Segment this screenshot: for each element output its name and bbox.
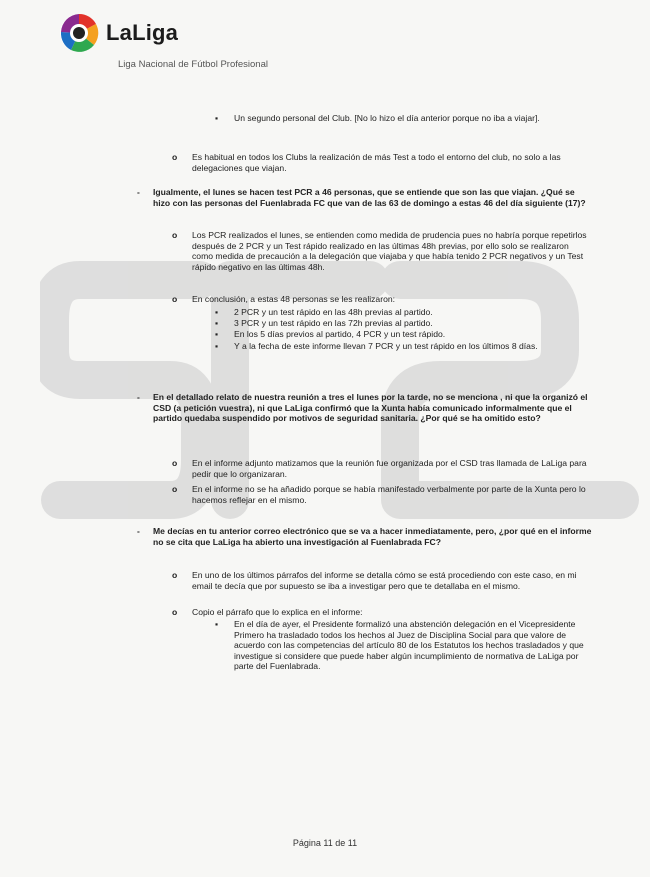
question-text: Me decías en tu anterior correo electrónico que se va a hacer inmediatamente, pero, ¿por qué en el informe no se cita que LaLiga ha abierto una investigación al Fuenlabrada FC? xyxy=(153,526,592,547)
bullet-circle-icon: o xyxy=(172,152,178,162)
bullet-circle-icon: o xyxy=(172,230,178,240)
bullet-square-icon: ▪ xyxy=(215,318,219,328)
paragraph: 3 PCR y un test rápido en las 72h previas al partido. xyxy=(234,318,433,328)
bullet-circle-icon: o xyxy=(172,607,178,617)
bullet-circle-icon: o xyxy=(172,570,178,580)
paragraph: En conclusión, a estas 48 personas se les realizaron: xyxy=(192,294,396,304)
page-number: Página 11 de 11 xyxy=(292,838,358,848)
bullet-circle-icon: o xyxy=(172,294,178,304)
bullet-square-icon: ▪ xyxy=(215,329,219,339)
brand-name: LaLiga xyxy=(106,20,179,45)
laliga-logo-icon xyxy=(58,12,100,54)
paragraph: Un segundo personal del Club. [No lo hizo el día anterior porque no iba a viajar]. xyxy=(234,113,540,123)
bullet-square-icon: ▪ xyxy=(215,113,219,123)
question-text: Igualmente, el lunes se hacen test PCR a 46 personas, que se entiende que son las que viajan. ¿Qué se hizo con las personas del Fuenlabrada FC que van de las 63 de domingo a estas 46 del día siguiente (17)? xyxy=(153,187,586,208)
paragraph: Es habitual en todos los Clubs la realización de más Test a todo el entorno del club, no solo a las delegaciones que viajan. xyxy=(192,152,561,173)
paragraph: En el día de ayer, el Presidente formalizó una abstención delegación en el Vicepresidente Primero ha trasladado todos los hechos al Juez de Disciplina Social para que valore de acuerdo con las competencias del artículo 80 de los Estatutos los hechos trasladados y que investigue si considere que puede haber algún incumplimiento de normativa de LaLiga por parte del Fuenlabrada. xyxy=(234,619,584,672)
paragraph: En los 5 días previos al partido, 4 PCR y un test rápido. xyxy=(234,329,446,339)
paragraph: Copio el párrafo que lo explica en el informe: xyxy=(192,607,363,617)
dash-bullet-icon: - xyxy=(137,392,140,402)
paragraph: En uno de los últimos párrafos del informe se detalla cómo se está procediendo con este caso, en mi email te decía que por supuesto se iba a investigar pero que te detallaba en el mismo. xyxy=(192,570,577,591)
bullet-square-icon: ▪ xyxy=(215,619,219,629)
bullet-circle-icon: o xyxy=(172,484,178,494)
paragraph: Los PCR realizados el lunes, se entienden como medida de prudencia pues no habría porque repetirlos después de 2 PCR y un Test rápido realizado en las últimas 48h previas, por ello solo se realizaron como medida de precaución a la delegación que viajaba y que había tenido 2 PCR negativos y un Test rápido negativo en las últimas 48h. xyxy=(192,230,587,272)
bullet-circle-icon: o xyxy=(172,458,178,468)
brand-tagline: Liga Nacional de Fútbol Profesional xyxy=(118,59,268,70)
question-text: En el detallado relato de nuestra reunión a tres el lunes por la tarde, no se menciona , ni que la organizó el CSD (a petición vuestra), ni que LaLiga confirmó que la Xunta había comunicado informalmente que el partido quedaba suspendido por motivos de seguridad sanitaria. ¿Por qué se ha omitido esto? xyxy=(153,392,588,424)
bullet-square-icon: ▪ xyxy=(215,307,219,317)
dash-bullet-icon: - xyxy=(137,187,140,197)
letterhead xyxy=(58,12,268,70)
dash-bullet-icon: - xyxy=(137,526,140,536)
paragraph: En el informe adjunto matizamos que la reunión fue organizada por el CSD tras llamada de LaLiga para pedir que lo organizaran. xyxy=(192,458,587,479)
bullet-square-icon: ▪ xyxy=(215,341,219,351)
paragraph: Y a la fecha de este informe llevan 7 PCR y un test rápido en los últimos 8 días. xyxy=(234,341,538,351)
paragraph: 2 PCR y un test rápido en las 48h previas al partido. xyxy=(234,307,433,317)
paragraph: En el informe no se ha añadido porque se había manifestado verbalmente por parte de la Xunta pero lo hacemos reflejar en el mismo. xyxy=(192,484,586,505)
